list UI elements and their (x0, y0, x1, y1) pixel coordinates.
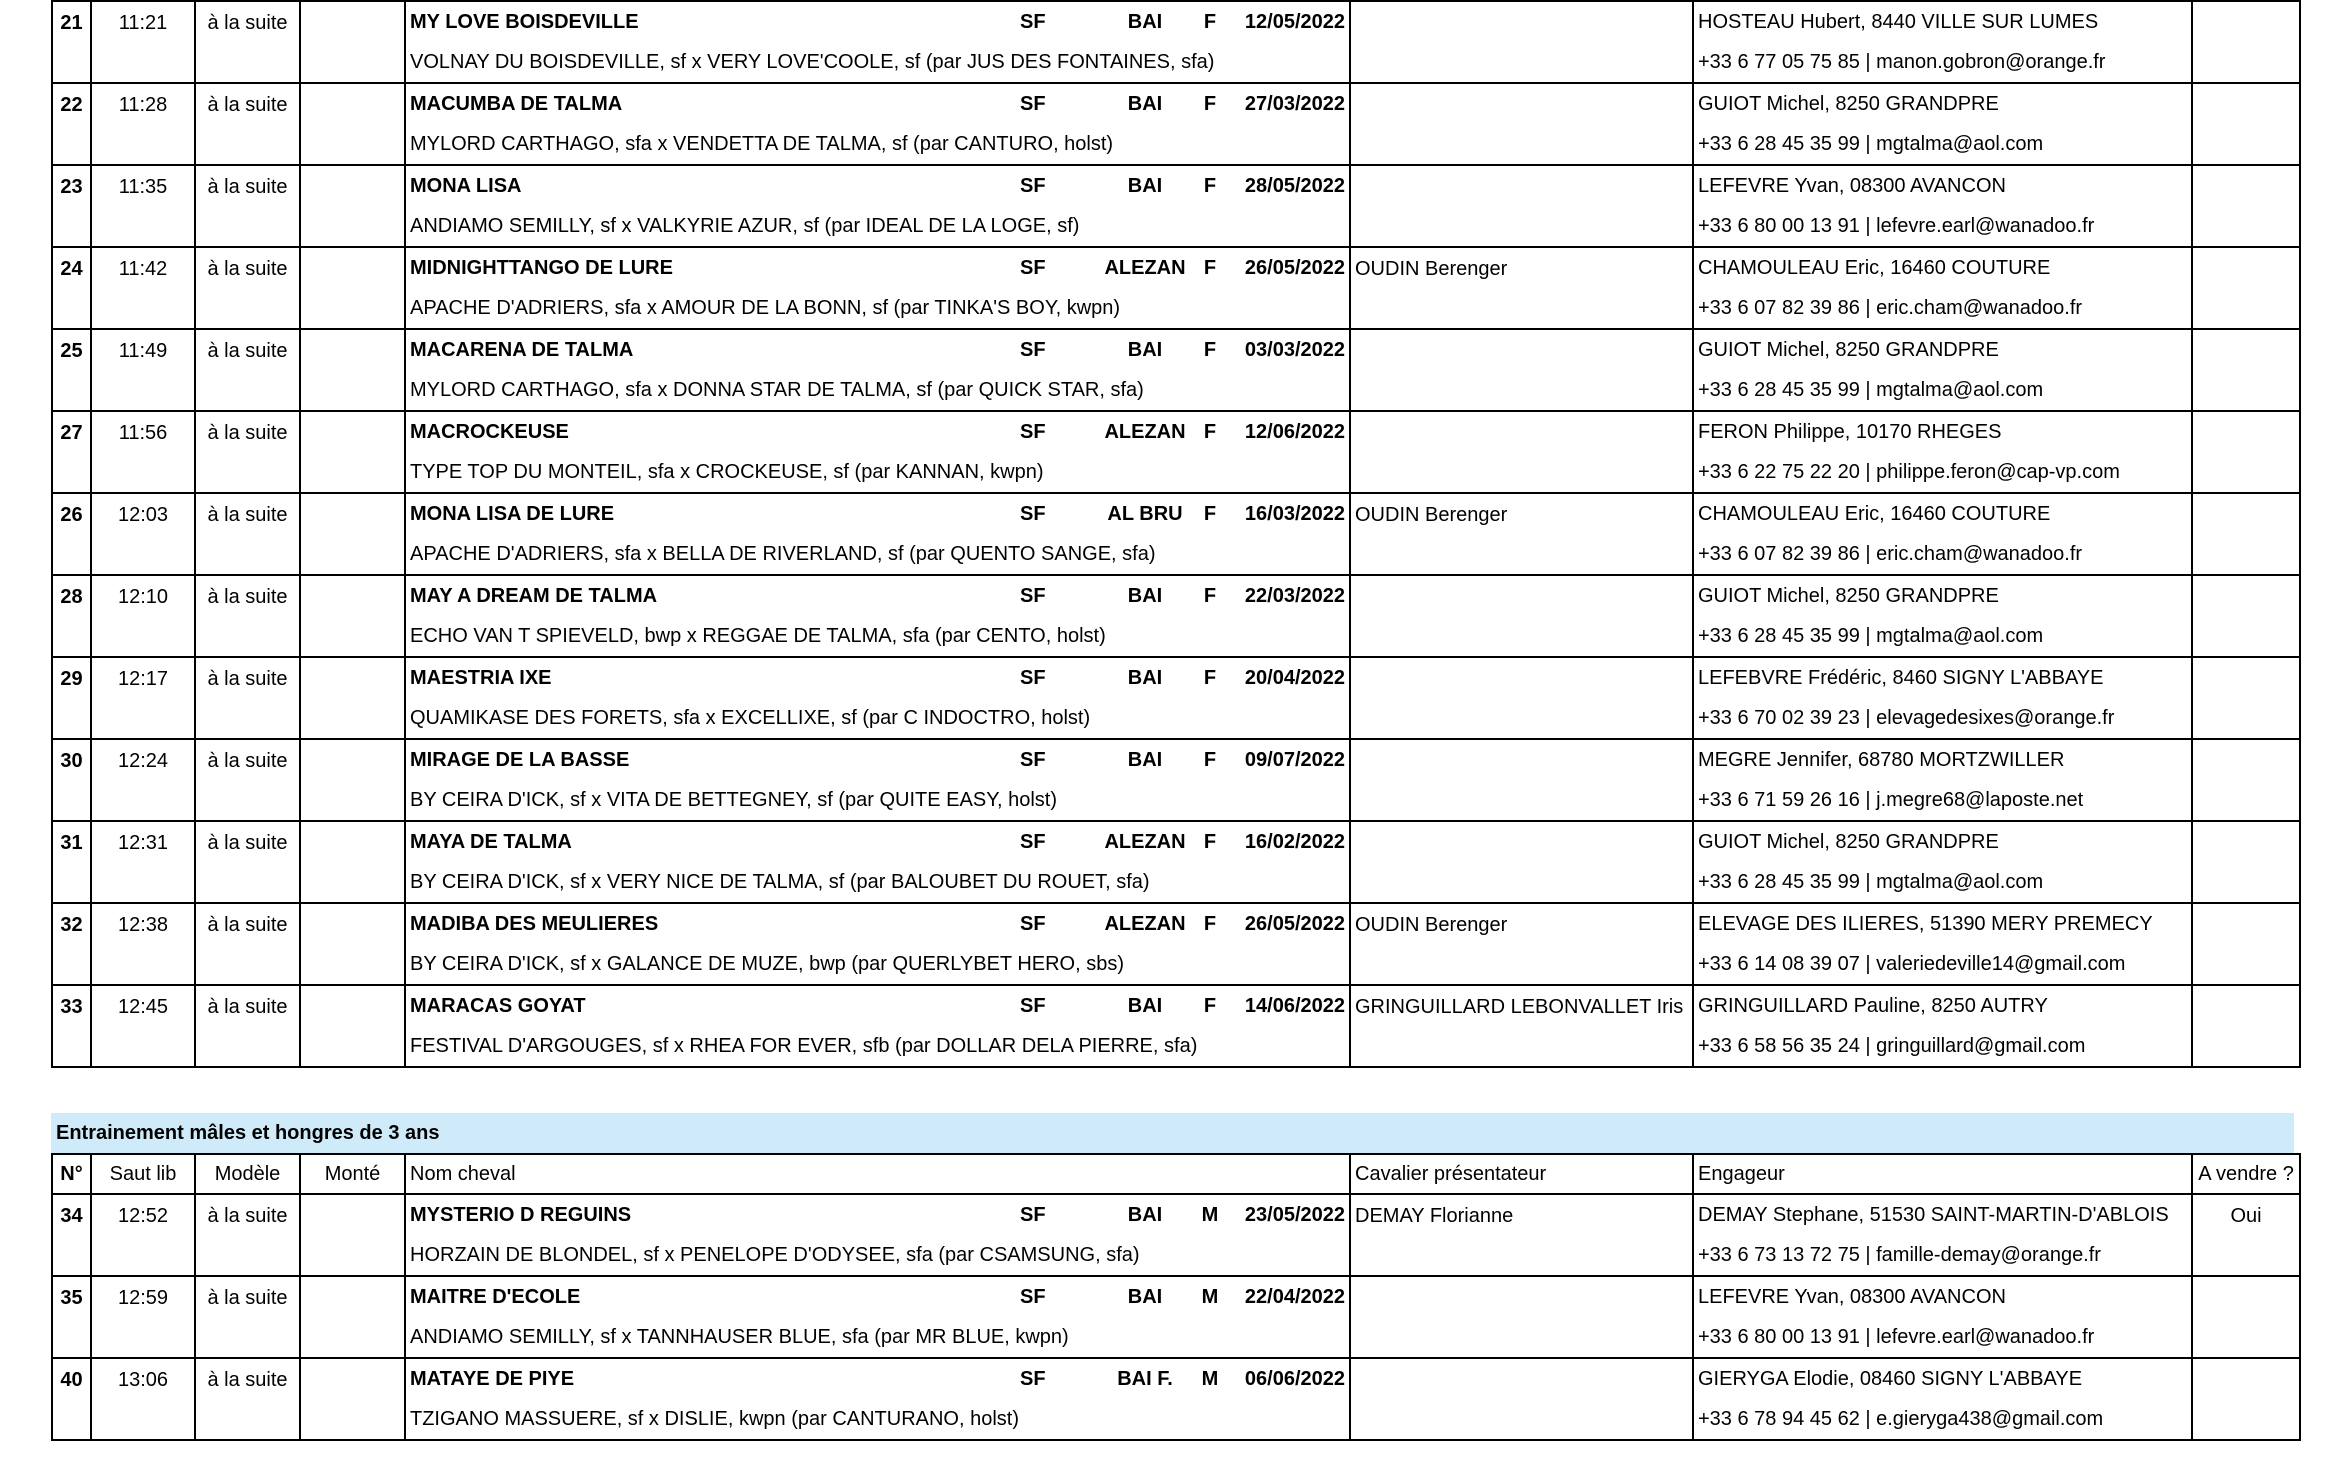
horse-breed: SF (1020, 995, 1046, 1017)
horse-coat: BAI (1127, 749, 1163, 771)
horse-sex: M (1201, 1368, 1219, 1390)
jump-time: 12:24 (91, 739, 195, 821)
for-sale (2192, 739, 2300, 821)
horse-sex: F (1203, 831, 1217, 853)
horse-cell (405, 1358, 1350, 1440)
ridden-time (300, 985, 405, 1067)
jump-time: 12:38 (91, 903, 195, 985)
horse-name: MY LOVE BOISDEVILLE (410, 11, 639, 33)
horse-coat: ALEZAN (1104, 831, 1186, 853)
owner-contact: +33 6 28 45 35 99 | mgtalma@aol.com (1698, 871, 2044, 893)
header-owner: Engageur (1693, 1154, 2192, 1194)
horse-birthdate: 12/05/2022 (1244, 11, 1345, 33)
horse-cell (405, 411, 1350, 493)
horse-sex: F (1203, 93, 1217, 115)
horse-name: MAYA DE TALMA (410, 831, 572, 853)
entry-number: 25 (52, 329, 91, 411)
horse-cell (405, 903, 1350, 985)
owner-cell (1693, 493, 2192, 575)
presenting-rider: OUDIN Berenger (1350, 903, 1693, 985)
table-row (52, 411, 2300, 493)
presenting-rider (1350, 1, 1693, 83)
horse-cell (405, 1276, 1350, 1358)
jump-time: 11:28 (91, 83, 195, 165)
horse-birthdate: 23/05/2022 (1244, 1204, 1345, 1226)
table-row (52, 903, 2300, 985)
horse-pedigree: BY CEIRA D'ICK, sf x VITA DE BETTEGNEY, sf (par QUITE EASY, holst) (410, 789, 1057, 811)
owner-cell (1693, 1276, 2192, 1358)
owner-cell (1693, 1358, 2192, 1440)
horse-birthdate: 22/04/2022 (1244, 1286, 1345, 1308)
horse-name: MACARENA DE TALMA (410, 339, 634, 361)
horse-name: MACROCKEUSE (410, 421, 569, 443)
model-time: à la suite (195, 575, 300, 657)
horse-cell (405, 575, 1350, 657)
horse-coat: BAI (1127, 1286, 1163, 1308)
horse-breed: SF (1020, 913, 1046, 935)
horse-breed: SF (1020, 667, 1046, 689)
header-model: Modèle (195, 1154, 300, 1194)
owner-cell (1693, 411, 2192, 493)
horse-cell (405, 1, 1350, 83)
horse-sex: F (1203, 175, 1217, 197)
entry-number: 40 (52, 1358, 91, 1440)
for-sale (2192, 83, 2300, 165)
owner-cell (1693, 739, 2192, 821)
model-time: à la suite (195, 985, 300, 1067)
owner-name: GUIOT Michel, 8250 GRANDPRE (1698, 339, 1999, 361)
jump-time: 12:03 (91, 493, 195, 575)
horse-coat: BAI (1127, 585, 1163, 607)
horse-coat: BAI (1127, 1204, 1163, 1226)
presenting-rider (1350, 411, 1693, 493)
ridden-time (300, 165, 405, 247)
jump-time: 12:59 (91, 1276, 195, 1358)
jump-time: 12:10 (91, 575, 195, 657)
horse-coat: BAI (1127, 667, 1163, 689)
presenting-rider (1350, 1358, 1693, 1440)
jump-time: 12:17 (91, 657, 195, 739)
ridden-time (300, 411, 405, 493)
ridden-time (300, 1, 405, 83)
table-row (52, 1194, 2300, 1276)
owner-contact: +33 6 78 94 45 62 | e.gieryga438@gmail.com (1698, 1408, 2104, 1430)
entry-number: 24 (52, 247, 91, 329)
model-time: à la suite (195, 1358, 300, 1440)
owner-contact: +33 6 07 82 39 86 | eric.cham@wanadoo.fr (1698, 543, 2083, 565)
owner-name: MEGRE Jennifer, 68780 MORTZWILLER (1698, 749, 2065, 771)
jump-time: 11:35 (91, 165, 195, 247)
horse-name: MAITRE D'ECOLE (410, 1286, 581, 1308)
owner-cell (1693, 575, 2192, 657)
header-time: Saut lib (91, 1154, 195, 1194)
horse-sex: F (1203, 667, 1217, 689)
entry-number: 34 (52, 1194, 91, 1276)
ridden-time (300, 821, 405, 903)
horse-breed: SF (1020, 93, 1046, 115)
entry-number: 29 (52, 657, 91, 739)
horse-name: MIRAGE DE LA BASSE (410, 749, 630, 771)
jump-time: 12:52 (91, 1194, 195, 1276)
horse-pedigree: ANDIAMO SEMILLY, sf x TANNHAUSER BLUE, sfa (par MR BLUE, kwpn) (410, 1326, 1069, 1348)
model-time: à la suite (195, 329, 300, 411)
horse-pedigree: VOLNAY DU BOISDEVILLE, sf x VERY LOVE'COOLE, sf (par JUS DES FONTAINES, sfa) (410, 51, 1215, 73)
horse-sex: M (1201, 1204, 1219, 1226)
horse-name: MADIBA DES MEULIERES (410, 913, 659, 935)
horse-birthdate: 28/05/2022 (1244, 175, 1345, 197)
presenting-rider (1350, 83, 1693, 165)
horse-breed: SF (1020, 421, 1046, 443)
for-sale (2192, 165, 2300, 247)
horse-cell (405, 985, 1350, 1067)
header-num: N° (52, 1154, 91, 1194)
ridden-time (300, 1194, 405, 1276)
owner-name: HOSTEAU Hubert, 8440 VILLE SUR LUMES (1698, 11, 2099, 33)
presenting-rider (1350, 657, 1693, 739)
table-row (52, 1, 2300, 83)
horse-birthdate: 22/03/2022 (1244, 585, 1345, 607)
owner-contact: +33 6 73 13 72 75 | famille-demay@orange.fr (1698, 1244, 2101, 1266)
model-time: à la suite (195, 1276, 300, 1358)
for-sale (2192, 985, 2300, 1067)
entry-number: 30 (52, 739, 91, 821)
owner-contact: +33 6 28 45 35 99 | mgtalma@aol.com (1698, 133, 2044, 155)
owner-contact: +33 6 71 59 26 16 | j.megre68@laposte.net (1698, 789, 2084, 811)
ridden-time (300, 739, 405, 821)
for-sale (2192, 575, 2300, 657)
horse-breed: SF (1020, 175, 1046, 197)
horse-sex: F (1203, 585, 1217, 607)
horse-breed: SF (1020, 585, 1046, 607)
table-row (52, 985, 2300, 1067)
horse-pedigree: ECHO VAN T SPIEVELD, bwp x REGGAE DE TALMA, sfa (par CENTO, holst) (410, 625, 1106, 647)
entries-table-males (51, 1153, 2301, 1441)
horse-cell (405, 329, 1350, 411)
jump-time: 13:06 (91, 1358, 195, 1440)
owner-contact: +33 6 28 45 35 99 | mgtalma@aol.com (1698, 379, 2044, 401)
horse-birthdate: 16/02/2022 (1244, 831, 1345, 853)
horse-cell (405, 165, 1350, 247)
ridden-time (300, 329, 405, 411)
horse-name: MARACAS GOYAT (410, 995, 586, 1017)
ridden-time (300, 903, 405, 985)
horse-coat: BAI (1127, 11, 1163, 33)
horse-birthdate: 14/06/2022 (1244, 995, 1345, 1017)
presenting-rider (1350, 739, 1693, 821)
ridden-time (300, 247, 405, 329)
horse-birthdate: 16/03/2022 (1244, 503, 1345, 525)
for-sale (2192, 329, 2300, 411)
jump-time: 12:45 (91, 985, 195, 1067)
horse-pedigree: APACHE D'ADRIERS, sfa x BELLA DE RIVERLAND, sf (par QUENTO SANGE, sfa) (410, 543, 1156, 565)
owner-contact: +33 6 07 82 39 86 | eric.cham@wanadoo.fr (1698, 297, 2083, 319)
owner-cell (1693, 903, 2192, 985)
horse-name: MYSTERIO D REGUINS (410, 1204, 632, 1226)
horse-birthdate: 09/07/2022 (1244, 749, 1345, 771)
for-sale (2192, 247, 2300, 329)
for-sale: Oui (2192, 1194, 2300, 1276)
entry-number: 28 (52, 575, 91, 657)
model-time: à la suite (195, 903, 300, 985)
horse-coat: ALEZAN (1104, 257, 1186, 279)
horse-name: MAY A DREAM DE TALMA (410, 585, 658, 607)
model-time: à la suite (195, 411, 300, 493)
horse-pedigree: APACHE D'ADRIERS, sfa x AMOUR DE LA BONN, sf (par TINKA'S BOY, kwpn) (410, 297, 1121, 319)
for-sale (2192, 411, 2300, 493)
presenting-rider (1350, 329, 1693, 411)
owner-cell (1693, 165, 2192, 247)
horse-cell (405, 247, 1350, 329)
entries-table-females (51, 0, 2301, 1068)
horse-pedigree: HORZAIN DE BLONDEL, sf x PENELOPE D'ODYSEE, sfa (par CSAMSUNG, sfa) (410, 1244, 1140, 1266)
owner-name: LEFEVRE Yvan, 08300 AVANCON (1698, 175, 2006, 197)
horse-pedigree: MYLORD CARTHAGO, sfa x VENDETTA DE TALMA, sf (par CANTURO, holst) (410, 133, 1114, 155)
header-name: Nom cheval (405, 1154, 1350, 1194)
entry-number: 31 (52, 821, 91, 903)
horse-cell (405, 739, 1350, 821)
presenting-rider: OUDIN Berenger (1350, 493, 1693, 575)
horse-sex: F (1203, 339, 1217, 361)
horse-pedigree: ANDIAMO SEMILLY, sf x VALKYRIE AZUR, sf (par IDEAL DE LA LOGE, sf) (410, 215, 1080, 237)
ridden-time (300, 1358, 405, 1440)
header-monte: Monté (300, 1154, 405, 1194)
table-row (52, 493, 2300, 575)
owner-cell (1693, 657, 2192, 739)
horse-sex: F (1203, 913, 1217, 935)
horse-cell (405, 657, 1350, 739)
owner-contact: +33 6 14 08 39 07 | valeriedeville14@gmail.com (1698, 953, 2126, 975)
model-time: à la suite (195, 739, 300, 821)
horse-breed: SF (1020, 503, 1046, 525)
table-row (52, 247, 2300, 329)
horse-pedigree: MYLORD CARTHAGO, sfa x DONNA STAR DE TALMA, sf (par QUICK STAR, sfa) (410, 379, 1144, 401)
table-row (52, 165, 2300, 247)
horse-sex: F (1203, 503, 1217, 525)
horse-breed: SF (1020, 257, 1046, 279)
ridden-time (300, 493, 405, 575)
presenting-rider (1350, 165, 1693, 247)
table-row (52, 329, 2300, 411)
horse-coat: BAI F. (1117, 1368, 1173, 1390)
owner-name: GRINGUILLARD Pauline, 8250 AUTRY (1698, 995, 2048, 1017)
horse-birthdate: 27/03/2022 (1244, 93, 1345, 115)
owner-cell (1693, 1194, 2192, 1276)
horse-pedigree: BY CEIRA D'ICK, sf x VERY NICE DE TALMA, sf (par BALOUBET DU ROUET, sfa) (410, 871, 1150, 893)
owner-name: GUIOT Michel, 8250 GRANDPRE (1698, 831, 1999, 853)
owner-name: LEFEVRE Yvan, 08300 AVANCON (1698, 1286, 2006, 1308)
entry-number: 21 (52, 1, 91, 83)
jump-time: 11:49 (91, 329, 195, 411)
entry-number: 33 (52, 985, 91, 1067)
owner-contact: +33 6 80 00 13 91 | lefevre.earl@wanadoo.fr (1698, 215, 2095, 237)
horse-pedigree: TYPE TOP DU MONTEIL, sfa x CROCKEUSE, sf (par KANNAN, kwpn) (410, 461, 1044, 483)
owner-name: FERON Philippe, 10170 RHEGES (1698, 421, 2002, 443)
owner-name: GUIOT Michel, 8250 GRANDPRE (1698, 93, 1999, 115)
owner-contact: +33 6 77 05 75 85 | manon.gobron@orange.fr (1698, 51, 2106, 73)
for-sale (2192, 493, 2300, 575)
for-sale (2192, 657, 2300, 739)
entry-number: 23 (52, 165, 91, 247)
horse-breed: SF (1020, 749, 1046, 771)
ridden-time (300, 1276, 405, 1358)
entry-number: 26 (52, 493, 91, 575)
horse-cell (405, 83, 1350, 165)
owner-cell (1693, 1, 2192, 83)
horse-breed: SF (1020, 1368, 1046, 1390)
owner-contact: +33 6 80 00 13 91 | lefevre.earl@wanadoo.fr (1698, 1326, 2095, 1348)
horse-pedigree: BY CEIRA D'ICK, sf x GALANCE DE MUZE, bwp (par QUERLYBET HERO, sbs) (410, 953, 1124, 975)
owner-name: LEFEBVRE Frédéric, 8460 SIGNY L'ABBAYE (1698, 667, 2104, 689)
presenting-rider (1350, 575, 1693, 657)
for-sale (2192, 1, 2300, 83)
entry-number: 22 (52, 83, 91, 165)
table-row (52, 575, 2300, 657)
horse-birthdate: 03/03/2022 (1244, 339, 1345, 361)
horse-pedigree: FESTIVAL D'ARGOUGES, sf x RHEA FOR EVER, sfb (par DOLLAR DELA PIERRE, sfa) (410, 1035, 1198, 1057)
for-sale (2192, 903, 2300, 985)
horse-breed: SF (1020, 339, 1046, 361)
horse-name: MONA LISA DE LURE (410, 503, 615, 525)
owner-contact: +33 6 28 45 35 99 | mgtalma@aol.com (1698, 625, 2044, 647)
header-sale: A vendre ? (2192, 1154, 2300, 1194)
presenting-rider: OUDIN Berenger (1350, 247, 1693, 329)
horse-birthdate: 12/06/2022 (1244, 421, 1345, 443)
horse-cell (405, 821, 1350, 903)
presenting-rider (1350, 1276, 1693, 1358)
jump-time: 11:42 (91, 247, 195, 329)
horse-pedigree: TZIGANO MASSUERE, sf x DISLIE, kwpn (par CANTURANO, holst) (410, 1408, 1020, 1430)
table-row (52, 1276, 2300, 1358)
model-time: à la suite (195, 657, 300, 739)
table-row (52, 83, 2300, 165)
owner-name: ELEVAGE DES ILIERES, 51390 MERY PREMECY (1698, 913, 2153, 935)
model-time: à la suite (195, 821, 300, 903)
ridden-time (300, 83, 405, 165)
table-row (52, 739, 2300, 821)
model-time: à la suite (195, 165, 300, 247)
horse-birthdate: 26/05/2022 (1244, 913, 1345, 935)
presenting-rider: DEMAY Florianne (1350, 1194, 1693, 1276)
horse-sex: F (1203, 421, 1217, 443)
horse-coat: BAI (1127, 93, 1163, 115)
ridden-time (300, 575, 405, 657)
horse-breed: SF (1020, 831, 1046, 853)
owner-contact: +33 6 58 56 35 24 | gringuillard@gmail.com (1698, 1035, 2086, 1057)
owner-name: CHAMOULEAU Eric, 16460 COUTURE (1698, 257, 2051, 279)
table-row (52, 1358, 2300, 1440)
owner-cell (1693, 247, 2192, 329)
model-time: à la suite (195, 493, 300, 575)
jump-time: 12:31 (91, 821, 195, 903)
horse-name: MONA LISA (410, 175, 522, 197)
horse-cell (405, 1194, 1350, 1276)
model-time: à la suite (195, 247, 300, 329)
owner-name: DEMAY Stephane, 51530 SAINT-MARTIN-D'ABLOIS (1698, 1204, 2169, 1226)
horse-name: MIDNIGHTTANGO DE LURE (410, 257, 673, 279)
horse-breed: SF (1020, 11, 1046, 33)
horse-coat: BAI (1127, 175, 1163, 197)
horse-sex: F (1203, 995, 1217, 1017)
horse-birthdate: 20/04/2022 (1244, 667, 1345, 689)
horse-coat: ALEZAN (1104, 913, 1186, 935)
entry-number: 32 (52, 903, 91, 985)
presenting-rider (1350, 821, 1693, 903)
model-time: à la suite (195, 1194, 300, 1276)
horse-birthdate: 06/06/2022 (1244, 1368, 1345, 1390)
jump-time: 11:21 (91, 1, 195, 83)
model-time: à la suite (195, 1, 300, 83)
for-sale (2192, 1358, 2300, 1440)
horse-name: MACUMBA DE TALMA (410, 93, 623, 115)
owner-contact: +33 6 70 02 39 23 | elevagedesixes@orange.fr (1698, 707, 2115, 729)
for-sale (2192, 1276, 2300, 1358)
horse-breed: SF (1020, 1204, 1046, 1226)
horse-sex: F (1203, 11, 1217, 33)
horse-coat: BAI (1127, 995, 1163, 1017)
entry-number: 27 (52, 411, 91, 493)
presenting-rider: GRINGUILLARD LEBONVALLET Iris (1350, 985, 1693, 1067)
entry-number: 35 (52, 1276, 91, 1358)
owner-cell (1693, 329, 2192, 411)
horse-coat: BAI (1127, 339, 1163, 361)
ridden-time (300, 657, 405, 739)
header-rider: Cavalier présentateur (1350, 1154, 1693, 1194)
owner-contact: +33 6 22 75 22 20 | philippe.feron@cap-vp.com (1698, 461, 2120, 483)
jump-time: 11:56 (91, 411, 195, 493)
horse-birthdate: 26/05/2022 (1244, 257, 1345, 279)
owner-name: GIERYGA Elodie, 08460 SIGNY L'ABBAYE (1698, 1368, 2083, 1390)
table-row (52, 821, 2300, 903)
owner-name: GUIOT Michel, 8250 GRANDPRE (1698, 585, 1999, 607)
horse-name: MATAYE DE PIYE (410, 1368, 575, 1390)
owner-cell (1693, 985, 2192, 1067)
horse-pedigree: QUAMIKASE DES FORETS, sfa x EXCELLIXE, sf (par C INDOCTRO, holst) (410, 707, 1091, 729)
owner-cell (1693, 83, 2192, 165)
horse-coat: ALEZAN (1104, 421, 1186, 443)
horse-sex: F (1203, 257, 1217, 279)
horse-sex: F (1203, 749, 1217, 771)
horse-cell (405, 493, 1350, 575)
for-sale (2192, 821, 2300, 903)
horse-coat: AL BRU (1107, 503, 1183, 525)
horse-breed: SF (1020, 1286, 1046, 1308)
owner-name: CHAMOULEAU Eric, 16460 COUTURE (1698, 503, 2051, 525)
horse-sex: M (1201, 1286, 1219, 1308)
table-header-row (52, 1154, 2300, 1194)
model-time: à la suite (195, 83, 300, 165)
horse-name: MAESTRIA IXE (410, 667, 552, 689)
table-row (52, 657, 2300, 739)
owner-cell (1693, 821, 2192, 903)
section-title: Entrainement mâles et hongres de 3 ans (51, 1113, 2294, 1153)
